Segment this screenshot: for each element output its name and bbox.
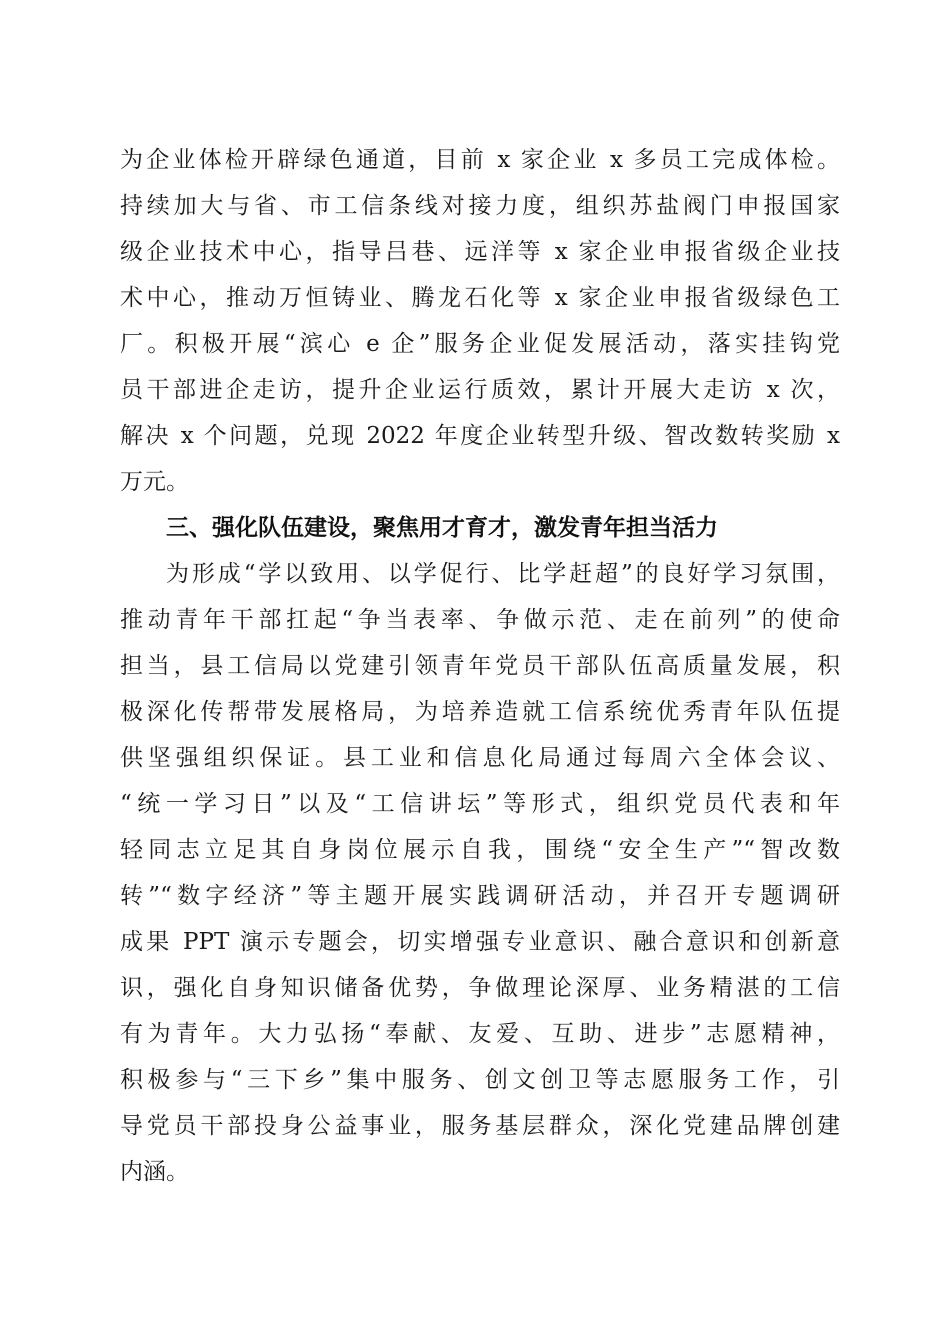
paragraph-1-line: 员干部进企走访，提升企业运行质效，累计开展大走访 x 次，: [120, 377, 840, 403]
paragraph-1-line: 厂。积极开展“滨心 e 企”服务企业促发展活动，落实挂钩党: [120, 331, 840, 357]
paragraph-1-line: 术中心，推动万恒铸业、腾龙石化等 x 家企业申报省级绿色工: [120, 285, 840, 311]
paragraph-1-line: 级企业技术中心，指导吕巷、远洋等 x 家企业申报省级企业技: [120, 239, 840, 265]
section-3-line: 供坚强组织保证。县工业和信息化局通过每周六全体会议、: [120, 745, 840, 771]
section-3-line: 有为青年。大力弘扬“奉献、友爱、互助、进步”志愿精神，: [120, 1021, 840, 1047]
section-3-line: 为形成“学以致用、以学促行、比学赶超”的良好学习氛围，: [166, 561, 840, 587]
section-3-heading: 三、强化队伍建设，聚焦用才育才，激发青年担当活力: [166, 515, 718, 541]
section-3-line: 导党员干部投身公益事业，服务基层群众，深化党建品牌创建: [120, 1113, 840, 1139]
section-3-line: 担当，县工信局以党建引领青年党员干部队伍高质量发展，积: [120, 653, 840, 679]
section-3-line: 极深化传帮带发展格局，为培养造就工信系统优秀青年队伍提: [120, 699, 840, 725]
paragraph-1-line: 为企业体检开辟绿色通道，目前 x 家企业 x 多员工完成体检。: [120, 147, 840, 173]
section-3-line: 内涵。: [120, 1159, 189, 1185]
section-3-line: 成果 PPT 演示专题会，切实增强专业意识、融合意识和创新意: [120, 929, 840, 955]
paragraph-1-line: 解决 x 个问题，兑现 2022 年度企业转型升级、智改数转奖励 x: [120, 423, 840, 449]
section-3-line: 转”“数字经济”等主题开展实践调研活动，并召开专题调研: [120, 883, 840, 909]
section-3-line: 推动青年干部扛起“争当表率、争做示范、走在前列”的使命: [120, 607, 840, 633]
section-3-line: 识，强化自身知识储备优势，争做理论深厚、业务精湛的工信: [120, 975, 840, 1001]
section-3-line: “统一学习日”以及“工信讲坛”等形式，组织党员代表和年: [120, 791, 840, 817]
paragraph-1-line: 持续加大与省、市工信条线对接力度，组织苏盐阀门申报国家: [120, 193, 840, 219]
section-3-line: 轻同志立足其自身岗位展示自我，围绕“安全生产”“智改数: [120, 837, 840, 863]
section-3-line: 积极参与“三下乡”集中服务、创文创卫等志愿服务工作，引: [120, 1067, 840, 1093]
paragraph-1-line: 万元。: [120, 469, 189, 495]
